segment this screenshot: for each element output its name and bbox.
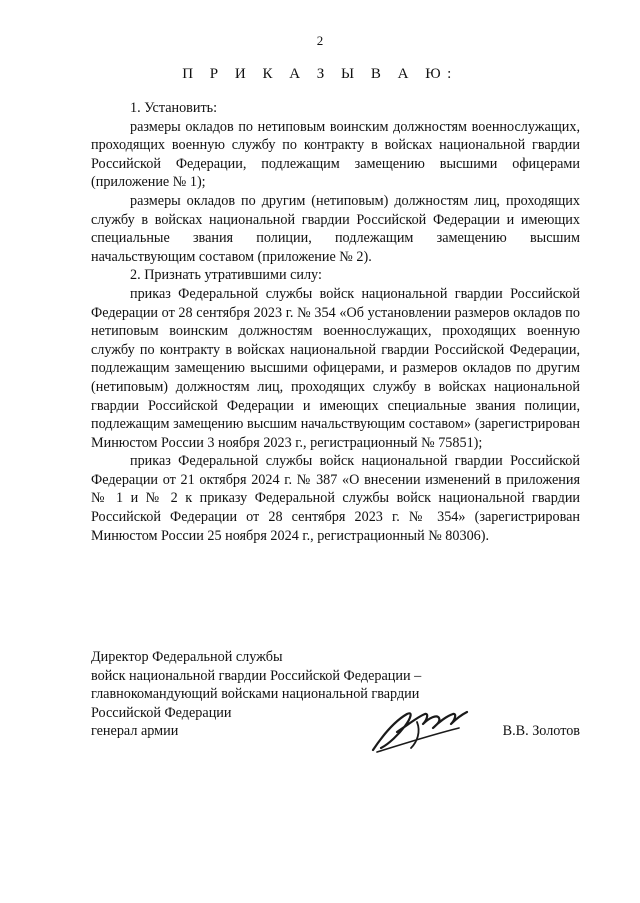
paragraph-item-2-repeal: 2. Признать утратившими силу: xyxy=(130,267,322,284)
document-body xyxy=(91,99,580,545)
paragraph-order-387: приказ Федеральной службы войск национальной гвардии Российской Федерации от 21 октября 2024 г. № 387 «О внесении изменений в приложения № 1 и № 2 к приказу Федеральной службы войск национальной гвардии Российской Федерации от 28 сентября 2023 г. № 354» (зарегистрирован Минюстом России 25 ноября 2024 г., регистрационный № 80306). xyxy=(91,453,580,544)
signer-name: В.В. Золотов xyxy=(502,723,580,740)
paragraph-item-1-establish: 1. Установить: xyxy=(130,100,218,116)
order-heading: П Р И К А З Ы В А Ю: xyxy=(182,66,458,82)
paragraph-officers-salaries: размеры окладов по нетиповым воинским должностям военнослужащих, проходящих военную службу по контракту в войсках национальной гвардии Российской Федерации, подлежащим замещению высшими офицерами (приложение № 1); xyxy=(91,118,580,191)
paragraph-order-354: приказ Федеральной службы войск национальной гвардии Российской Федерации от 28 сентября 2023 г. № 354 «Об установлении размеров окладов по нетиповым воинским должностям военнослужащих, проходящих военную службу по контракту в войсках национальной гвардии Российской Федерации, подлежащим замещению высшими офицерами, и размеров окладов по другим (нетиповым) должностям лиц, проходящих службу в войсках национальной гвардии Российской Федерации и имеющих специальные звания полиции, подлежащим замещению высшим начальствующим составом» (зарегистрирован Минюстом России 3 ноября 2023 г., регистрационный № 75851); xyxy=(91,285,580,451)
signer-rank: генерал армии xyxy=(91,723,179,740)
signer-title-line-2: войск национальной гвардии Российской Федерации – xyxy=(91,667,422,684)
page-number: 2 xyxy=(316,33,324,48)
signer-title-line-1: Директор Федеральной службы xyxy=(91,649,283,665)
handwritten-signature xyxy=(367,702,472,754)
signer-rank-row xyxy=(91,722,580,741)
signer-title-line-3: главнокомандующий войсками национальной гвардии xyxy=(91,686,420,703)
signature-block xyxy=(91,648,580,741)
paragraph-police-salaries: размеры окладов по другим (нетиповым) должностям лиц, проходящих службу в войсках национальной гвардии Российской Федерации и имеющих специальные звания полиции, подлежащим замещению высшим начальствующим составом (приложение № 2). xyxy=(91,192,580,265)
signer-title-line-4: Российской Федерации xyxy=(91,704,232,721)
